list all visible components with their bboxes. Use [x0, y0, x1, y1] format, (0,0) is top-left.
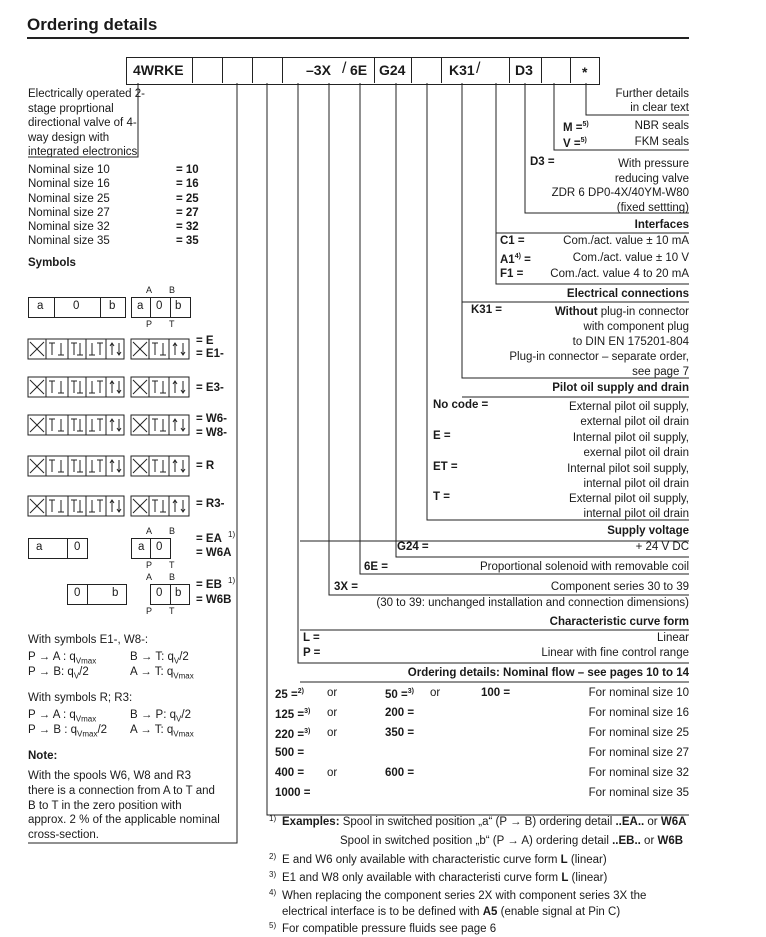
interface-text: Com./act. value ± 10 mA [563, 235, 689, 247]
d3-line: ZDR 6 DP0-4X/40YM-W80 [551, 187, 689, 199]
footnote-bold: ..EA.. [615, 816, 645, 828]
flow-r-line1-right [130, 710, 191, 723]
series-subtext: (30 to 39: unchanged installation and connection dimensions) [376, 597, 689, 609]
footnote-text: (linear) [568, 872, 608, 884]
flow-e1-line2-left [28, 667, 89, 680]
spool-label-zero: 0 [73, 300, 80, 312]
description-line: integrated electronics [28, 146, 138, 158]
note-body [28, 769, 220, 843]
symbol-code: = R [196, 460, 215, 472]
footnote-text: electrical interface is to be defined with [282, 906, 483, 918]
flow-value: 350 = [385, 727, 415, 739]
port-label-a: A [146, 526, 153, 536]
pilot-line: Internal pilot soil supply, [567, 463, 689, 475]
flow-value: 220 = [275, 728, 305, 741]
flow-or: or [430, 687, 441, 699]
flow-r-heading: With symbols R; R3: [28, 692, 133, 704]
pilot-line: Internal pilot oil supply, [572, 432, 689, 444]
symbol-code: = E [196, 335, 214, 347]
description-line: Electrically operated 2- [28, 88, 145, 100]
port-label-a: A [146, 285, 153, 295]
footnote-bold: L [561, 872, 569, 884]
spool-label-a: a [37, 300, 44, 312]
flow-value: 25 = [275, 688, 298, 701]
interface-text: Com./act. value ± 10 V [572, 252, 689, 264]
nominal-size-code: = 10 [176, 164, 199, 176]
symbol-code: = W6A [196, 547, 232, 559]
spool-label-a: a [36, 541, 43, 553]
port-label-p: P [146, 319, 153, 329]
nominal-size-label: Nominal size 16 [28, 178, 110, 190]
footnote-ref: 4) [514, 253, 521, 260]
flow-sub: Vmax [75, 714, 97, 724]
description-line: directional valve of 4- [28, 117, 137, 129]
supply-text: + 24 V DC [635, 541, 689, 553]
flow-sub: Vmax [173, 671, 194, 681]
seal-code: M = [563, 121, 583, 134]
flow-size: For nominal size 16 [588, 707, 689, 719]
footnote-mark: 2) [269, 852, 277, 861]
flow-text: A → T: q [130, 724, 174, 736]
footnote-mark: 4) [269, 888, 277, 897]
spool-label-b: b [175, 300, 182, 312]
flow-value: 125 = [275, 708, 305, 721]
footnote-text: (enable signal at Pin C) [497, 906, 621, 918]
code-slash: / [342, 60, 347, 77]
footnote-text: (linear) [567, 854, 607, 866]
curve-code: L = [303, 632, 320, 644]
pilot-code: T = [433, 491, 450, 503]
flow-r-line2-right [130, 725, 194, 738]
flow-size: For nominal size 25 [588, 727, 689, 739]
nominal-size-code: = 27 [176, 207, 199, 219]
nominal-size-label: Nominal size 10 [28, 164, 110, 176]
code-g24: G24 [379, 62, 406, 78]
port-label-b: B [169, 572, 176, 582]
interface-code: C1 = [500, 235, 525, 247]
footnote-ref: 5) [580, 137, 587, 144]
flow-code [275, 728, 310, 741]
description-line: way design with [28, 131, 110, 144]
footnote-ref: 1) [228, 530, 236, 539]
footnote-4-line2 [282, 907, 620, 919]
seal-code: V = [563, 137, 581, 150]
flow-code [275, 688, 304, 701]
footnote-ref: 3) [304, 728, 311, 735]
flow-or: or [327, 767, 338, 779]
code-3x: –3X [306, 62, 331, 78]
flow-code [385, 688, 414, 701]
spool-label-zero: 0 [156, 587, 163, 599]
pilot-text [573, 431, 689, 461]
flow-value: 200 = [385, 707, 415, 719]
spool-label-b: b [175, 587, 182, 599]
electrical-line [509, 305, 689, 320]
spool-label-a: a [138, 541, 145, 553]
flow-code [275, 708, 310, 721]
note-line: there is a connection from A to T and [28, 784, 215, 797]
symbol-code: = EA [196, 533, 222, 545]
interface-code-eq: = [520, 253, 531, 266]
electrical-line: Plug-in connector – separate order, [509, 351, 689, 363]
flow-sub: Vmax [173, 729, 194, 739]
port-label-t: T [169, 606, 175, 616]
pilot-line: external pilot oil drain [580, 416, 689, 428]
port-label-t: T [169, 560, 175, 570]
flow-sub: Vmax [77, 729, 98, 739]
interfaces-heading: Interfaces [634, 219, 689, 231]
footnote-ref: 3) [304, 708, 311, 715]
description-line: stage proprtional [28, 102, 114, 115]
footnote-mark: 3) [269, 870, 277, 879]
symbol-code: = E3- [196, 382, 224, 394]
footnote-ref: 2) [297, 688, 304, 695]
note-line: approx. 2 % of the applicable nominal [28, 814, 220, 827]
port-label-p: P [146, 560, 153, 570]
spool-label-zero: 0 [156, 541, 163, 553]
code-d3: D3 [515, 62, 533, 78]
flow-text: /2 [97, 724, 108, 736]
symbol-code: = W6B [196, 594, 232, 606]
footnote-ref: 5) [582, 121, 589, 128]
flow-or: or [327, 727, 338, 739]
flow-text: P → B : q [28, 724, 78, 736]
flow-value: 400 = [275, 767, 305, 779]
spool-label-zero: 0 [74, 587, 81, 599]
d3-line: With pressure [618, 158, 689, 170]
solenoid-text: Proportional solenoid with removable coil [479, 561, 689, 573]
footnote-text: E1 and W8 only available with characteristi curve form [282, 872, 562, 884]
code-k31: K31 [449, 62, 475, 78]
electrical-line: see page 7 [632, 366, 689, 378]
spool-label-zero: 0 [156, 300, 163, 312]
footnote-1-line1 [282, 817, 686, 829]
nominal-size-code: = 16 [176, 178, 199, 190]
interface-code-label: A1 [500, 253, 515, 266]
flow-heading: Ordering details: Nominal flow – see pages 10 to 14 [407, 667, 689, 679]
nominal-size-label: Nominal size 27 [28, 207, 110, 219]
flow-text: /2 [181, 709, 191, 721]
footnote-bold: A5 [482, 906, 498, 918]
symbol-code: = W8- [196, 427, 227, 439]
flow-sub: V [73, 671, 80, 681]
nominal-size-label: Nominal size 32 [28, 221, 110, 233]
flow-sub: Vmax [75, 656, 97, 666]
pilot-code: E = [433, 430, 451, 442]
nominal-size-code: = 25 [176, 193, 199, 205]
flow-text: B → T: q [130, 651, 174, 663]
nominal-size-code: = 32 [176, 221, 199, 233]
flow-value: 500 = [275, 747, 305, 759]
port-label-a: A [146, 572, 153, 582]
symbols-heading: Symbols [28, 257, 76, 269]
footnote-2 [282, 855, 607, 867]
seal-code-m [563, 121, 589, 134]
d3-description [552, 157, 689, 215]
d3-line: reducing valve [614, 172, 689, 185]
flow-e1-line2-right [130, 667, 194, 680]
flow-e1-heading: With symbols E1-, W8-: [28, 634, 149, 646]
footnote-3 [282, 873, 607, 885]
code-slash: / [476, 60, 481, 77]
flow-size: For nominal size 27 [588, 747, 689, 759]
flow-r-line2-left [28, 725, 107, 738]
footnote-text: Spool in switched position „b“ (P → A) ordering detail [340, 835, 613, 847]
interface-text: Com./act. value 4 to 20 mA [550, 268, 689, 280]
interface-code [500, 253, 531, 266]
pilot-text [569, 400, 689, 430]
port-label-b: B [169, 526, 176, 536]
flow-text: /2 [79, 666, 89, 678]
pilot-line: internal pilot oil drain [583, 508, 689, 520]
spool-label-b: b [109, 300, 116, 312]
flow-text: A → T: q [130, 666, 174, 678]
spool-label-b: b [112, 587, 119, 599]
further-details [615, 87, 689, 115]
curve-heading: Characteristic curve form [549, 616, 689, 628]
pilot-line: External pilot oil supply, [569, 401, 689, 413]
footnote-mark: 5) [269, 921, 277, 930]
symbol-code: = W6- [196, 413, 227, 425]
code-6e: 6E [350, 62, 368, 78]
flow-text: /2 [179, 651, 189, 663]
flow-value: 1000 = [275, 787, 311, 799]
flow-r-line1-left [28, 710, 96, 723]
electrical-bold: Without [554, 306, 598, 318]
port-label-p: P [146, 606, 153, 616]
footnote-text: E and W6 only available with characteristic curve form [282, 854, 561, 866]
note-line: cross-section. [28, 829, 99, 842]
note-line: With the spools W6, W8 and R3 [28, 770, 191, 782]
d3-code: D3 = [530, 156, 555, 168]
footnote-5: For compatible pressure fluids see page 6 [282, 923, 497, 935]
symbol-code: = EB [196, 579, 222, 591]
pilot-line: exernal pilot oil drain [583, 447, 689, 459]
supply-heading: Supply voltage [607, 525, 689, 537]
footnote-bold: L [560, 854, 568, 866]
pilot-heading: Pilot oil supply and drain [552, 382, 689, 394]
curve-code: P = [303, 647, 321, 659]
pilot-text [569, 492, 689, 522]
flow-sub: V [176, 714, 182, 724]
port-label-t: T [169, 319, 175, 329]
seal-text-nbr: NBR seals [634, 120, 689, 132]
code-4wrke: 4WRKE [133, 62, 184, 78]
flow-e1-line1-left [28, 652, 96, 665]
flow-size: For nominal size 32 [588, 767, 689, 779]
electrical-description [509, 305, 689, 380]
pilot-text [567, 462, 689, 492]
flow-text: P → B: q [28, 666, 74, 678]
flow-text: B → P: q [130, 709, 177, 721]
footnote-text: or [644, 816, 661, 828]
electrical-line: to DIN EN 175201-804 [572, 336, 689, 348]
flow-size: For nominal size 35 [588, 787, 689, 799]
pilot-line: External pilot oil supply, [569, 493, 689, 505]
flow-text: P → A : q [28, 709, 76, 721]
footnote-bold: ..EB.. [612, 835, 641, 847]
electrical-line: with component plug [583, 321, 689, 333]
curve-text: Linear [657, 632, 689, 644]
curve-text: Linear with fine control range [541, 647, 689, 659]
port-label-b: B [169, 285, 176, 295]
further-line: Further details [615, 88, 689, 100]
pilot-code: ET = [433, 461, 458, 473]
note-heading: Note: [28, 750, 58, 762]
flow-sub: V [173, 656, 180, 666]
footnote-mark: 1) [269, 814, 277, 823]
footnote-bold: Examples: [282, 816, 340, 828]
electrical-heading: Electrical connections [566, 288, 689, 300]
footnote-bold: W6B [657, 835, 684, 847]
series-code: 3X = [334, 581, 358, 593]
d3-line: (fixed settting) [616, 201, 689, 214]
footnote-1-line2 [340, 836, 683, 848]
series-text: Component series 30 to 39 [550, 581, 689, 593]
footnote-bold: W6A [660, 816, 687, 828]
solenoid-code: 6E = [364, 561, 388, 573]
seal-text-fkm: FKM seals [634, 136, 689, 148]
flow-size: For nominal size 10 [588, 687, 689, 699]
nominal-size-code: = 35 [176, 235, 199, 247]
flow-text: P → A : q [28, 651, 76, 663]
flow-or: or [327, 687, 338, 699]
page-title: Ordering details [27, 15, 158, 34]
flow-value: 100 = [481, 687, 511, 699]
footnote-text: Spool in switched position „a“ (P → B) ordering detail [339, 816, 616, 828]
symbol-code: = E1- [196, 348, 224, 360]
electrical-code: K31 = [471, 304, 503, 316]
flow-e1-line1-right [130, 652, 189, 665]
spool-label-a: a [137, 300, 144, 312]
interface-code: F1 = [500, 268, 524, 280]
flow-value: 600 = [385, 767, 415, 779]
further-line: in clear text [630, 102, 689, 114]
footnote-ref: 1) [228, 576, 236, 585]
supply-code: G24 = [397, 541, 429, 553]
footnote-ref: 3) [407, 688, 414, 695]
note-line: B to T in the zero position with [28, 799, 182, 812]
electrical-first: plug-in connector [597, 306, 689, 318]
footnote-text: or [640, 835, 658, 847]
symbol-code: = R3- [196, 498, 225, 510]
pilot-code: No code = [433, 399, 489, 411]
spool-label-zero: 0 [74, 541, 81, 553]
flow-value: 50 = [385, 688, 408, 701]
flow-or: or [327, 707, 338, 719]
nominal-size-label: Nominal size 25 [28, 193, 110, 205]
nominal-size-label: Nominal size 35 [28, 235, 110, 247]
seal-code-v [563, 137, 587, 150]
pilot-line: internal pilot oil drain [583, 478, 689, 490]
code-asterisk: * [582, 64, 588, 80]
footnote-4-line1: When replacing the component series 2X with component series 3X the [282, 890, 647, 902]
